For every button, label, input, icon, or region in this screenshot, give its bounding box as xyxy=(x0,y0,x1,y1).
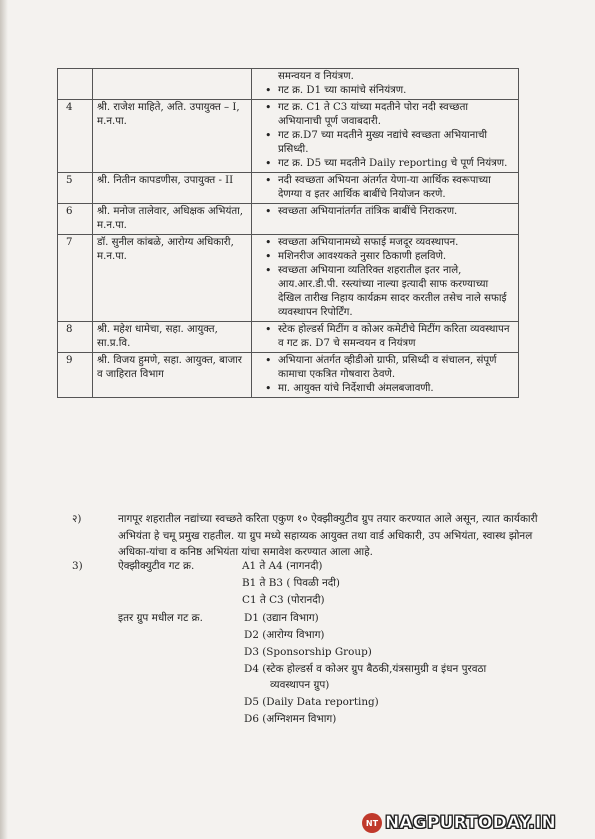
exec-group-item: B1 ते B3 ( पिवळी नदी) xyxy=(242,577,340,589)
other-group-item: व्यवस्थापन ग्रुप) xyxy=(270,679,330,691)
table-row xyxy=(58,204,519,235)
row-number: 6 xyxy=(58,204,93,235)
table-row xyxy=(58,322,519,353)
table-row xyxy=(58,100,519,173)
table-row xyxy=(58,235,519,322)
other-group-item: D4 (स्टेक होल्डर्स व कोअर ग्रुप बैठकी,यंत्रसामुग्री व इंधन पुरवठा xyxy=(244,663,487,675)
duty-item: • गट क्र. C1 ते C3 यांच्या मदतीने पोरा नदी स्वच्छता अभियानाची पूर्ण जवाबदारी. xyxy=(278,101,514,129)
duty-item: • गट क्र. D1 च्या कामांचे संनियंत्रण. xyxy=(278,84,514,98)
nt-badge-icon: NT xyxy=(362,813,382,833)
duty-item: • मा. आयुक्त यांचे निर्देशाची अंमलबजावणी. xyxy=(278,382,514,396)
officer-name: श्री. नितीन कापडणीस, उपायुक्त - II xyxy=(93,173,252,204)
duty-item: • स्टेक होल्डर्स मिटींग व कोअर कमेटीचे मिटींग करिता व्यवस्थापन व गट क्र. D7 चे समन्वयन व नियंत्रण xyxy=(278,323,514,351)
officer-name: श्री. राजेश माहिते, अति. उपायुक्त – I, म.न.पा. xyxy=(93,100,252,173)
duty-item: • नदी स्वच्छता अभियना अंतर्गत येणा-या आर्थिक स्वरूपाच्या देणग्या व इतर आर्थिक बाबींचे नियोजन करणे. xyxy=(278,174,514,202)
nagpurtoday-logo xyxy=(362,812,556,834)
other-group-item: D6 (अग्निशमन विभाग) xyxy=(244,713,337,725)
responsibility-table xyxy=(57,68,519,398)
row-number: 5 xyxy=(58,173,93,204)
row-number: 9 xyxy=(58,353,93,398)
row-number: 8 xyxy=(58,322,93,353)
officer-name: श्री. महेश धामेचा, सहा. आयुक्त, सा.प्र.वि. xyxy=(93,322,252,353)
duties-cell xyxy=(252,353,519,398)
paragraph-text: नागपूर शहरातील नद्यांच्या स्वच्छते करिता एकुण १० ऐक्झीक्युटीव ग्रुप तयार करण्यात आले असून, त्यात कार्यकारी अभियंता हे चमू प्रमुख राहतील. या ग्रुप मध्ये सहाय्यक आयुक्त तथा वार्ड अधिकारी, उप अभियंता, स्वास्थ झोनल अधिका-यांचा व कनिष्ठ अभियंता यांचा समावेश करण्यात आला आहे. xyxy=(118,513,538,558)
paragraph-number: २) xyxy=(72,513,82,525)
table-row xyxy=(58,69,519,100)
duty-item: • अभियाना अंतर्गत व्हीडीओ ग्राफी, प्रसिध्दी व संचालन, संपूर्ण कामाचा एकत्रित गोषवारा ठेवणे. xyxy=(278,354,514,382)
duty-item: • स्वच्छता अभियाना व्यतिरिक्त शहरातील इतर नाले, आय.आर.डी.पी. रस्त्यांच्या नाल्या इत्यादी साफ करण्याच्या देखिल तारीख निहाय कार्यक्रम सादर करतील तसेच नाले सफाई व्यवस्थापन रिपोर्टिंग. xyxy=(278,264,514,320)
row-number xyxy=(58,69,93,100)
paragraph-2 xyxy=(72,511,542,561)
officer-name: श्री. मनोज तालेवार, अधिक्षक अभियंता, म.न.पा. xyxy=(93,204,252,235)
duties-cell xyxy=(252,322,519,353)
other-group-item: D2 (आरोग्य विभाग) xyxy=(244,629,325,641)
paragraph-number: 3) xyxy=(72,560,83,572)
duties-cell xyxy=(252,204,519,235)
other-group-item: D1 (उद्यान विभाग) xyxy=(244,612,319,624)
other-group-item: D3 (Sponsorship Group) xyxy=(244,646,372,658)
row-number: 4 xyxy=(58,100,93,173)
duty-item: • गट क्र.D7 च्या मदतीने मुख्य नद्यांचे स्वच्छता अभियानाची प्रसिध्दी. xyxy=(278,129,514,157)
duties-cell xyxy=(252,100,519,173)
exec-group-item: A1 ते A4 (नागनदी) xyxy=(242,560,323,572)
duty-item: • गट क्र. D5 च्या मदतीने Daily reporting चे पूर्ण नियंत्रण. xyxy=(278,157,514,171)
duties-cell xyxy=(252,173,519,204)
officer-name: डॉ. सुनील कांबळे, आरोग्य अधिकारी, म.न.पा. xyxy=(93,235,252,322)
table-row xyxy=(58,173,519,204)
duty-item: • स्वच्छता अभियानामध्ये सफाई मजदूर व्यवस्थापन. xyxy=(278,236,514,250)
exec-group-item: C1 ते C3 (पोरानदी) xyxy=(242,594,325,606)
duties-cell xyxy=(252,69,519,100)
watermark-text: NAGPURTODAY.IN xyxy=(385,813,556,833)
officer-name: श्री. विजय हुमणे, सहा. आयुक्त, बाजार व जाहिरात विभाग xyxy=(93,353,252,398)
other-group-item: D5 (Daily Data reporting) xyxy=(244,696,379,708)
exec-group-label: ऐक्झीक्युटीव गट क्र. xyxy=(118,560,195,572)
row-number: 7 xyxy=(58,235,93,322)
duty-item: समन्वयन व नियंत्रण. xyxy=(278,71,354,82)
duty-item: • मशिनरीज आवश्यकते नुसार ठिकाणी हलविणे. xyxy=(278,250,514,264)
table-row xyxy=(58,353,519,398)
duty-item: • स्वच्छता अभियानांतर्गत तांत्रिक बाबींचे निराकरण. xyxy=(278,205,514,219)
duties-cell xyxy=(252,235,519,322)
other-group-label: इतर ग्रुप मधील गट क्र. xyxy=(118,612,203,624)
officer-name xyxy=(93,69,252,100)
